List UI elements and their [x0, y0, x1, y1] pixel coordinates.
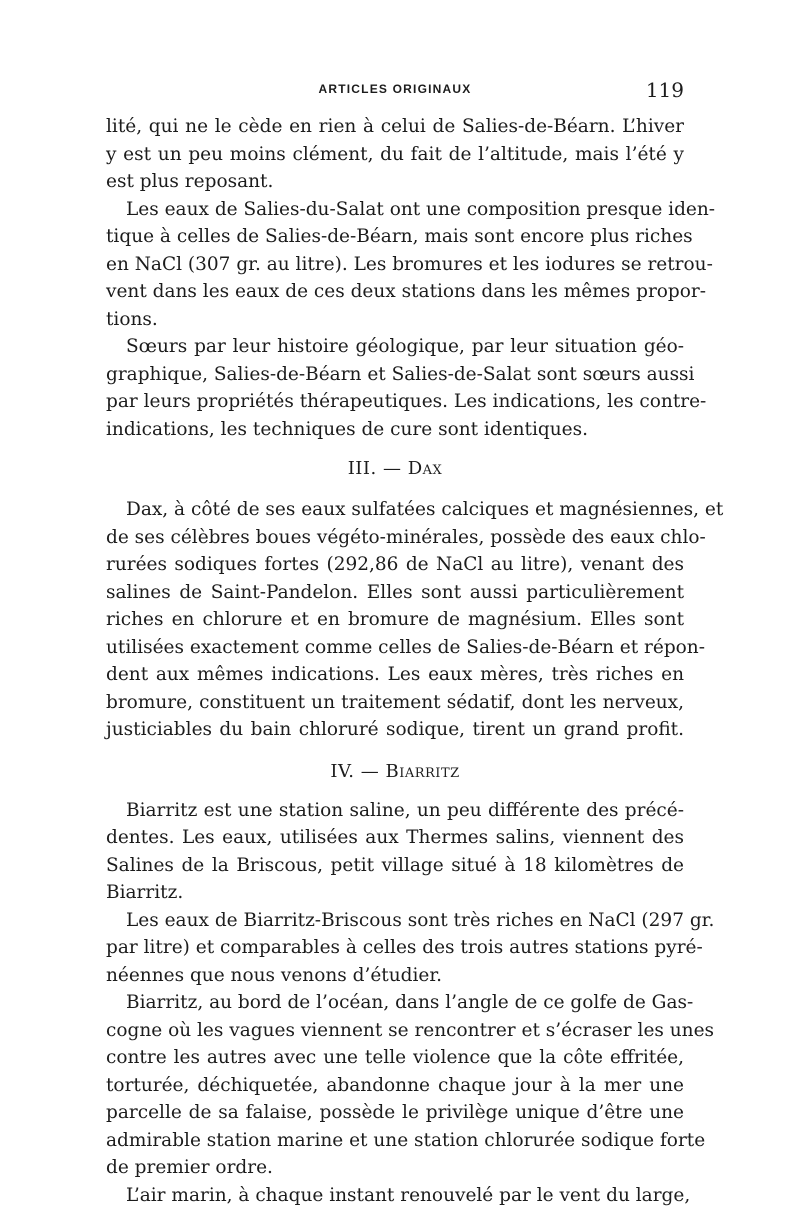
text-line: tique à celles de Salies-de-Béarn, mais sont encore plus riches	[106, 226, 693, 247]
text-line: contre les autres avec une telle violence que la côte effritée,	[106, 1047, 684, 1068]
section-numeral: III.	[347, 458, 377, 479]
section-numeral: IV.	[330, 760, 355, 782]
text-line: L’air marin, à chaque instant renouvelé par le vent du large,	[126, 1184, 691, 1206]
text-line: est plus reposant.	[106, 171, 274, 192]
text-line: cogne où les vagues viennent se rencontrer et s’écraser les unes	[106, 1019, 715, 1041]
text-line: de ses célèbres boues végéto-minérales, possède des eaux chlo-	[106, 526, 706, 548]
text-line: Dax, à côté de ses eaux sulfatées calciques et magnésiennes, et	[126, 499, 724, 520]
paragraph	[106, 1182, 691, 1210]
text-line: tions.	[106, 308, 158, 330]
section-title: Dax	[407, 458, 443, 479]
paragraph	[106, 113, 684, 196]
text-line: y est un peu moins clément, du fait de l’altitude, mais l’été y	[106, 143, 684, 165]
paragraph	[106, 496, 724, 744]
text-line: lité, qui ne le cède en rien à celui de Salies-de-Béarn. L’hiver	[106, 116, 684, 137]
section-dash: —	[382, 458, 402, 479]
text-line: Biarritz est une station saline, un peu différente des précé-	[126, 799, 684, 821]
section-heading-biarritz	[106, 761, 684, 782]
text-line: rurées sodiques fortes (292,86 de NaCl au litre), venant des	[106, 554, 684, 575]
text-line: Les eaux de Salies-du-Salat ont une composition presque iden-	[126, 198, 716, 220]
text-line: dentes. Les eaux, utilisées aux Thermes salins, viennent des	[106, 827, 684, 848]
text-line: Les eaux de Biarritz-Briscous sont très riches en NaCl (297 gr.	[126, 909, 715, 931]
section-dash: —	[360, 760, 380, 782]
text-line: dent aux mêmes indications. Les eaux mères, très riches en	[106, 664, 684, 685]
paragraph	[106, 333, 707, 443]
text-line: de premier ordre.	[106, 1157, 273, 1178]
running-header	[106, 78, 684, 102]
text-line: torturée, déchiquetée, abandonne chaque jour à la mer une	[106, 1074, 684, 1096]
text-line: admirable station marine et une station chlorurée sodique forte	[106, 1129, 706, 1151]
text-line: graphique, Salies-de-Béarn et Salies-de-Salat sont sœurs aussi	[106, 363, 695, 385]
text-line: riches en chlorure et en bromure de magnésium. Elles sont	[106, 609, 684, 630]
text-line: Salines de la Briscous, petit village situé à 18 kilomètres de	[106, 854, 684, 876]
section-heading-dax	[106, 458, 684, 479]
text-line: en NaCl (307 gr. au litre). Les bromures et les iodures se retrou-	[106, 253, 713, 275]
text-line: bromure, constituent un traitement sédatif, dont les nerveux,	[106, 691, 684, 713]
text-line: utilisées exactement comme celles de Salies-de-Béarn et répon-	[106, 636, 705, 658]
text-line: néennes que nous venons d’étudier.	[106, 964, 443, 986]
text-line: indications, les techniques de cure sont identiques.	[106, 418, 588, 440]
text-line: Biarritz.	[106, 882, 184, 903]
paragraph	[106, 196, 716, 334]
page-number: 119	[645, 78, 684, 102]
paragraph	[106, 907, 715, 990]
section-title: Biarritz	[385, 760, 460, 782]
paragraph	[106, 797, 684, 907]
text-line: par leurs propriétés thérapeutiques. Les indications, les contre-	[106, 391, 707, 412]
text-line: par litre) et comparables à celles des trois autres stations pyré-	[106, 937, 703, 958]
text-line: Sœurs par leur histoire géologique, par leur situation géo-	[126, 336, 684, 357]
text-line: vent dans les eaux de ces deux stations dans les mêmes propor-	[106, 281, 707, 302]
paragraph	[106, 989, 715, 1182]
text-line: parcelle de sa falaise, possède le privilège unique d’être une	[106, 1102, 684, 1123]
text-line: salines de Saint-Pandelon. Elles sont aussi particulièrement	[106, 581, 684, 603]
running-header-title: ARTICLES ORIGINAUX	[318, 82, 472, 96]
text-line: justiciables du bain chloruré sodique, tirent un grand profit.	[106, 719, 684, 740]
text-line: Biarritz, au bord de l’océan, dans l’angle de ce golfe de Gas-	[126, 992, 694, 1013]
article-body	[106, 113, 724, 1209]
